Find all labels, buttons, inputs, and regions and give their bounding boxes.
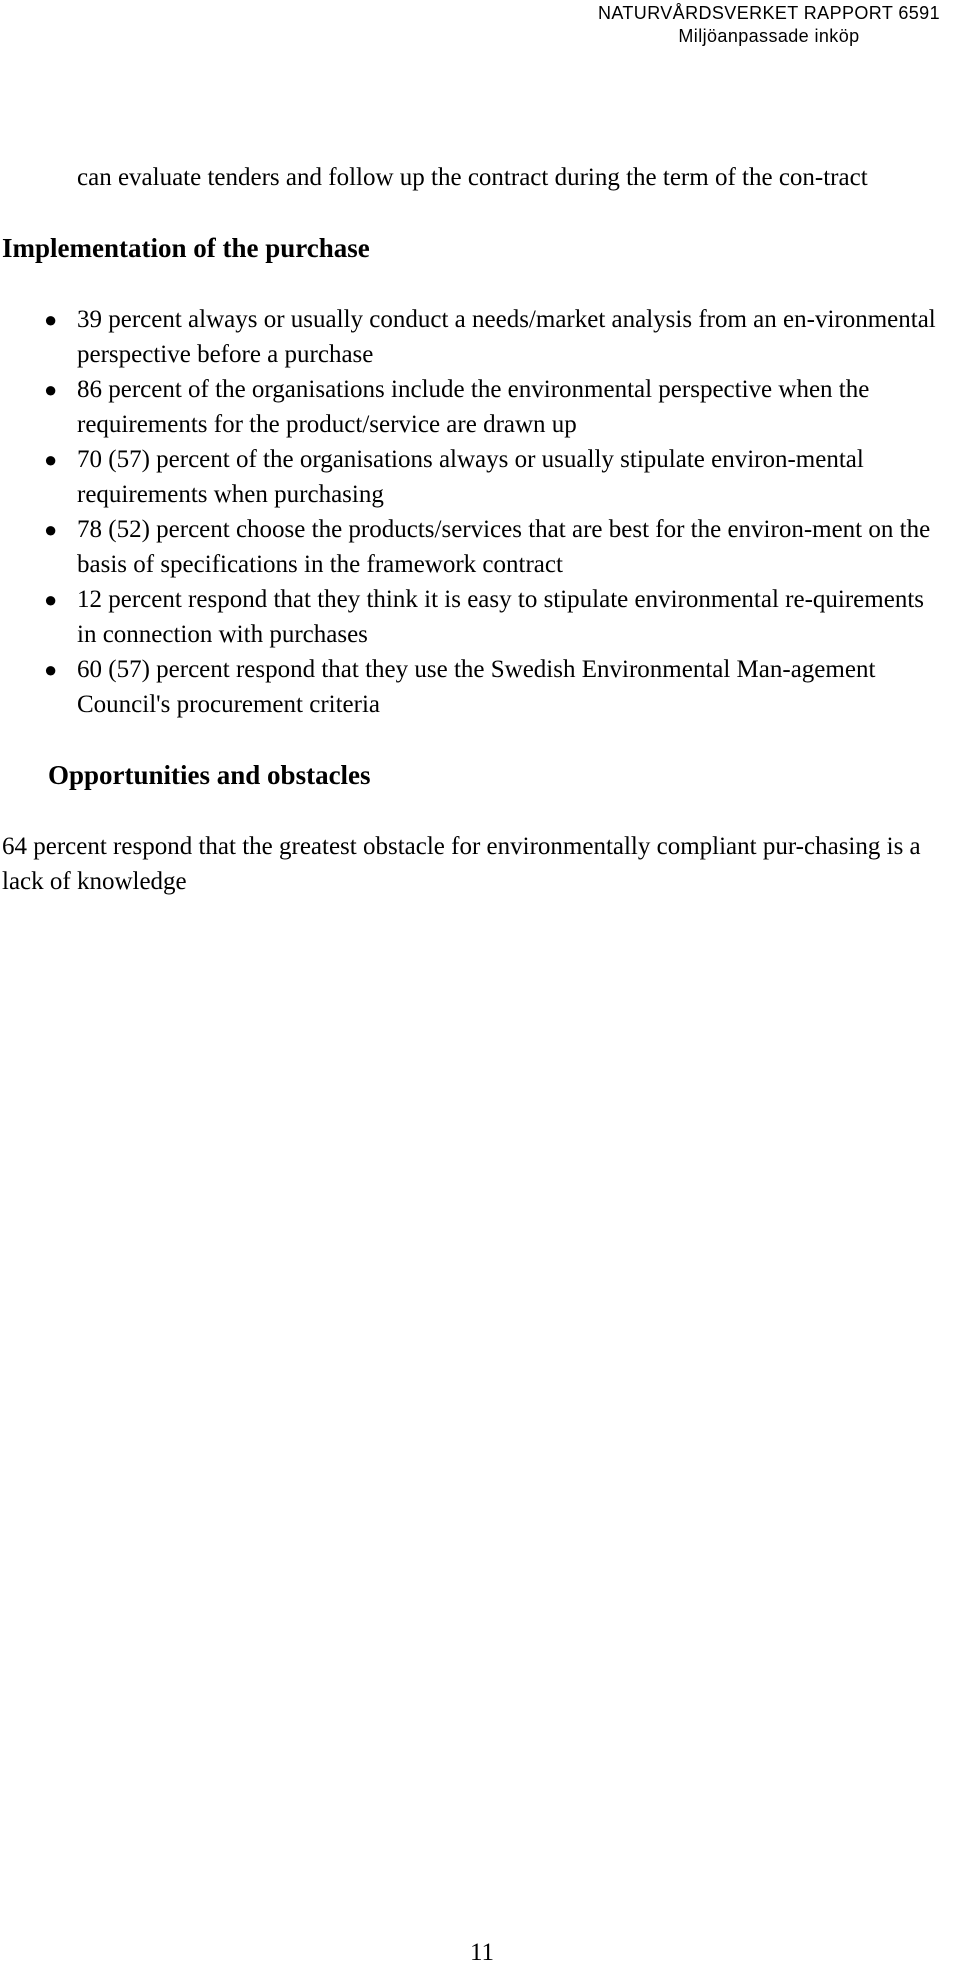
list-item bbox=[0, 582, 960, 652]
list-item bbox=[0, 652, 960, 722]
bullet-icon: ● bbox=[44, 517, 58, 542]
list-item-text: 60 (57) percent respond that they use the Swedish Environmental Man-agement Council's procurement criteria bbox=[77, 656, 876, 718]
bullet-icon: ● bbox=[44, 657, 58, 682]
page-content bbox=[0, 160, 960, 899]
opportunities-text: 64 percent respond that the greatest obstacle for environmentally compliant pur-chasing is a lack of knowledge bbox=[2, 833, 921, 895]
bullet-icon: ● bbox=[44, 447, 58, 472]
report-subtitle: Miljöanpassade inköp bbox=[678, 26, 860, 46]
intro-continuation: can evaluate tenders and follow up the contract during the term of the con-tract bbox=[77, 164, 868, 191]
list-item-text: 70 (57) percent of the organisations always or usually stipulate environ-mental requirements when purchasing bbox=[77, 446, 864, 508]
bullet-icon: ● bbox=[44, 587, 58, 612]
implementation-heading: Implementation of the purchase bbox=[2, 233, 370, 263]
bullet-icon: ● bbox=[44, 377, 58, 402]
list-item bbox=[0, 512, 960, 582]
report-title: NATURVÅRDSVERKET RAPPORT 6591 bbox=[597, 3, 940, 23]
list-item bbox=[0, 372, 960, 442]
running-header bbox=[598, 2, 940, 48]
page-number: 11 bbox=[469, 1939, 495, 1966]
list-item-text: 86 percent of the organisations include the environmental perspective when the requirements for the product/service are drawn up bbox=[77, 376, 870, 438]
implementation-list bbox=[0, 302, 960, 722]
opportunities-heading: Opportunities and obstacles bbox=[48, 760, 371, 790]
bullet-icon: ● bbox=[44, 307, 58, 332]
list-item-text: 78 (52) percent choose the products/services that are best for the environ-ment on the basis of specifications in the framework contract bbox=[77, 516, 931, 578]
list-item-text: 39 percent always or usually conduct a needs/market analysis from an en-vironmental perspective before a purchase bbox=[77, 306, 936, 368]
list-item-text: 12 percent respond that they think it is easy to stipulate environmental re-quirements in connection with purchases bbox=[77, 586, 924, 648]
list-item bbox=[0, 442, 960, 512]
list-item bbox=[0, 302, 960, 372]
